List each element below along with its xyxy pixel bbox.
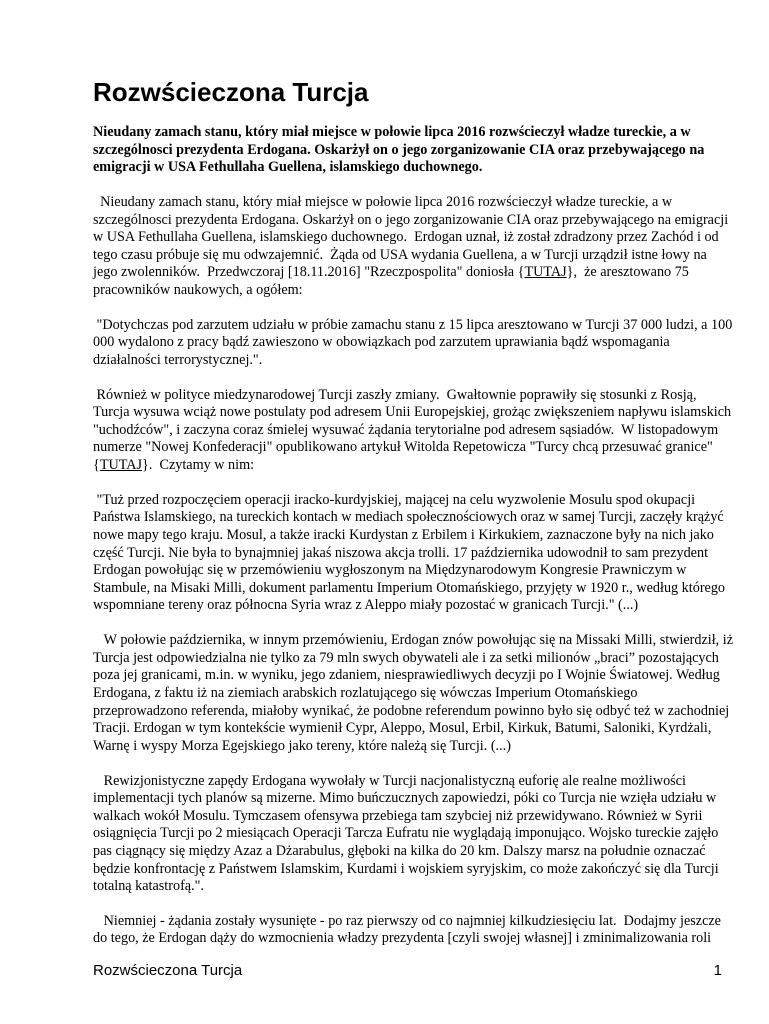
paragraph-3-text-b: }. Czytamy w nim:: [142, 457, 255, 474]
tutaj-link-rzeczpospolita[interactable]: TUTAJ: [524, 264, 567, 281]
tutaj-link-nowa-konfederacja[interactable]: TUTAJ: [99, 457, 143, 474]
lead-paragraph: Nieudany zamach stanu, który miał miejsce w połowie lipca 2016 rozwścieczył władze tureckie, a w szczególnosci prezydenta Erdogana. Oskarżył on o jego zorganizowanie CIA oraz przebywającego na emigracji w USA Fethullaha Guellena, islamskiego duchownego.: [93, 124, 708, 176]
paragraph-1: [93, 194, 733, 300]
paragraph-7: Niemniej - żądania zostały wysunięte - po raz pierwszy od co najmniej kilkudziesięciu lat. Dodajmy jeszcze do tego, że Erdogan dąży do wzmocnienia władzy prezydenta [czyli swojej własnej] i zminimalizowania roli: [93, 912, 725, 947]
page-title: Rozwścieczona Turcja: [93, 77, 369, 107]
paragraph-3-text-a: Również w polityce miedzynarodowej Turcji zaszły zmiany. Gwałtownie poprawiły się stosunki z Rosją, Turcja wysuwa wciąż nowe postulaty pod adresem Unii Europejskiej, grożąc zwiększeniem napływu islamskich "uchodźców", i zaczyna coraz śmielej wysuwać żądania terytorialne pod adresem sąsiadów. W listopadowym numerze "Nowej Konfederacji" opublikowano artykuł Witolda Repetowicza "Turcy chcą przesuwać granice" {: [93, 386, 735, 474]
paragraph-5: W połowie października, w innym przemówieniu, Erdogan znów powołując się na Missaki Milli, stwierdził, iż Turcja jest odpowiedzialna nie tylko za 79 mln swych obywateli ale i za setki milionów „braci” pozostających poza jej granicami, m.in. w wyniku, jego zdaniem, niesprawiedliwych decyzji po I Wojnie Światowej. Według Erdogana, z faktu iż na ziemiach arabskich rozlatującego się wówczas Imperium Otomańskiego przeprowadzono referenda, miałoby wynikać, że podobne referendum powinno było się odbyć też w zachodniej Tracji. Erdogan w tym kontekście wymienił Cypr, Aleppo, Mosul, Erbil, Kirkuk, Batumi, Saloniki, Kyrdżali, Warnę i wyspy Morza Egejskiego jako tereny, które należą się Turcji. (...): [93, 632, 737, 754]
footer-title: Rozwścieczona Turcja: [93, 962, 243, 979]
paragraph-1-text-a: Nieudany zamach stanu, który miał miejsce w połowie lipca 2016 rozwścieczył władze tureckie, a w szczególnosci prezydenta Erdogana. Oskarżył on o jego zorganizowanie CIA oraz przebywającego na emigracji w USA Fethullaha Guellena, islamskiego duchownego. Erdogan uznał, iż został zdradzony przez Zachód i od tego czasu próbuje się mu odwzajemnić. Żąda od USA wydania Guellena, a w Turcji urządził istne łowy na jego zwolenników. Przedwczoraj [18.11.2016] "Rzeczpospolita" doniosła {: [93, 193, 732, 281]
paragraph-1-text-b: }, że aresztowano 75 pracowników naukowych, a ogółem:: [93, 264, 693, 298]
article-body: [93, 124, 737, 965]
page-number: 1: [713, 962, 722, 979]
paragraph-3: [93, 387, 733, 475]
quote-paragraph-1: "Dotychczas pod zarzutem udziału w próbie zamachu stanu z 15 lipca aresztowano w Turcji 37 000 ludzi, a 100 000 wydalono z pracy bądź zawieszono w obowiązkach pod zarzutem uprawiania bądź wspomagania działalności terrorystycznej.".: [93, 316, 736, 368]
quote-paragraph-2: "Tuż przed rozpoczęciem operacji iracko-kurdyjskiej, mającej na celu wyzwolenie Mosulu spod okupacji Państwa Islamskiego, na tureckich kontach w mediach społecznościowych oraz w samej Turcji, zaczęły krążyć nowe mapy tego kraju. Mosul, a także iracki Kurdystan z Erbilem i Kirkukiem, zaznaczone były na nich jako część Turcji. Nie była to bynajmniej jakaś niszowa akcja trolli. 17 października udowodnił to sam prezydent Erdogan powołując się w przemówieniu wygłoszonym na Międzynarodowym Kongresie Prawniczym w Stambule, na Misaki Milli, dokument parlamentu Imperium Otomańskiego, przyjęty w 1920 r., według którego wspomniane tereny oraz północna Syria wraz z Aleppo miały pozostać w granicach Turcji." (...): [93, 491, 729, 614]
paragraph-6: Rewizjonistyczne zapędy Erdogana wywołały w Turcji nacjonalistyczną euforię ale realne możliwości implementacji tych planów są mizerne. Mimo buńczucznych zapowiedzi, póki co Turcja nie wzięła udziału w walkach wokół Mosulu. Tymczasem ofensywa przebiega tam szybciej niż przewidywano. Również w Syrii osiągnięcia Turcji po 2 miesiącach Operacji Tarcza Eufratu nie wyglądają imponująco. Wojsko tureckie zajęło pas ciągnący się między Azaz a Dżarabulus, głęboki na kilka do 20 km. Dalszy marsz na południe oznaczać będzie konfrontację z Państwem Islamskim, Kurdami i wojskiem syryjskim, co może zakończyć się dla Turcji totalną katastrofą.".: [93, 772, 723, 895]
